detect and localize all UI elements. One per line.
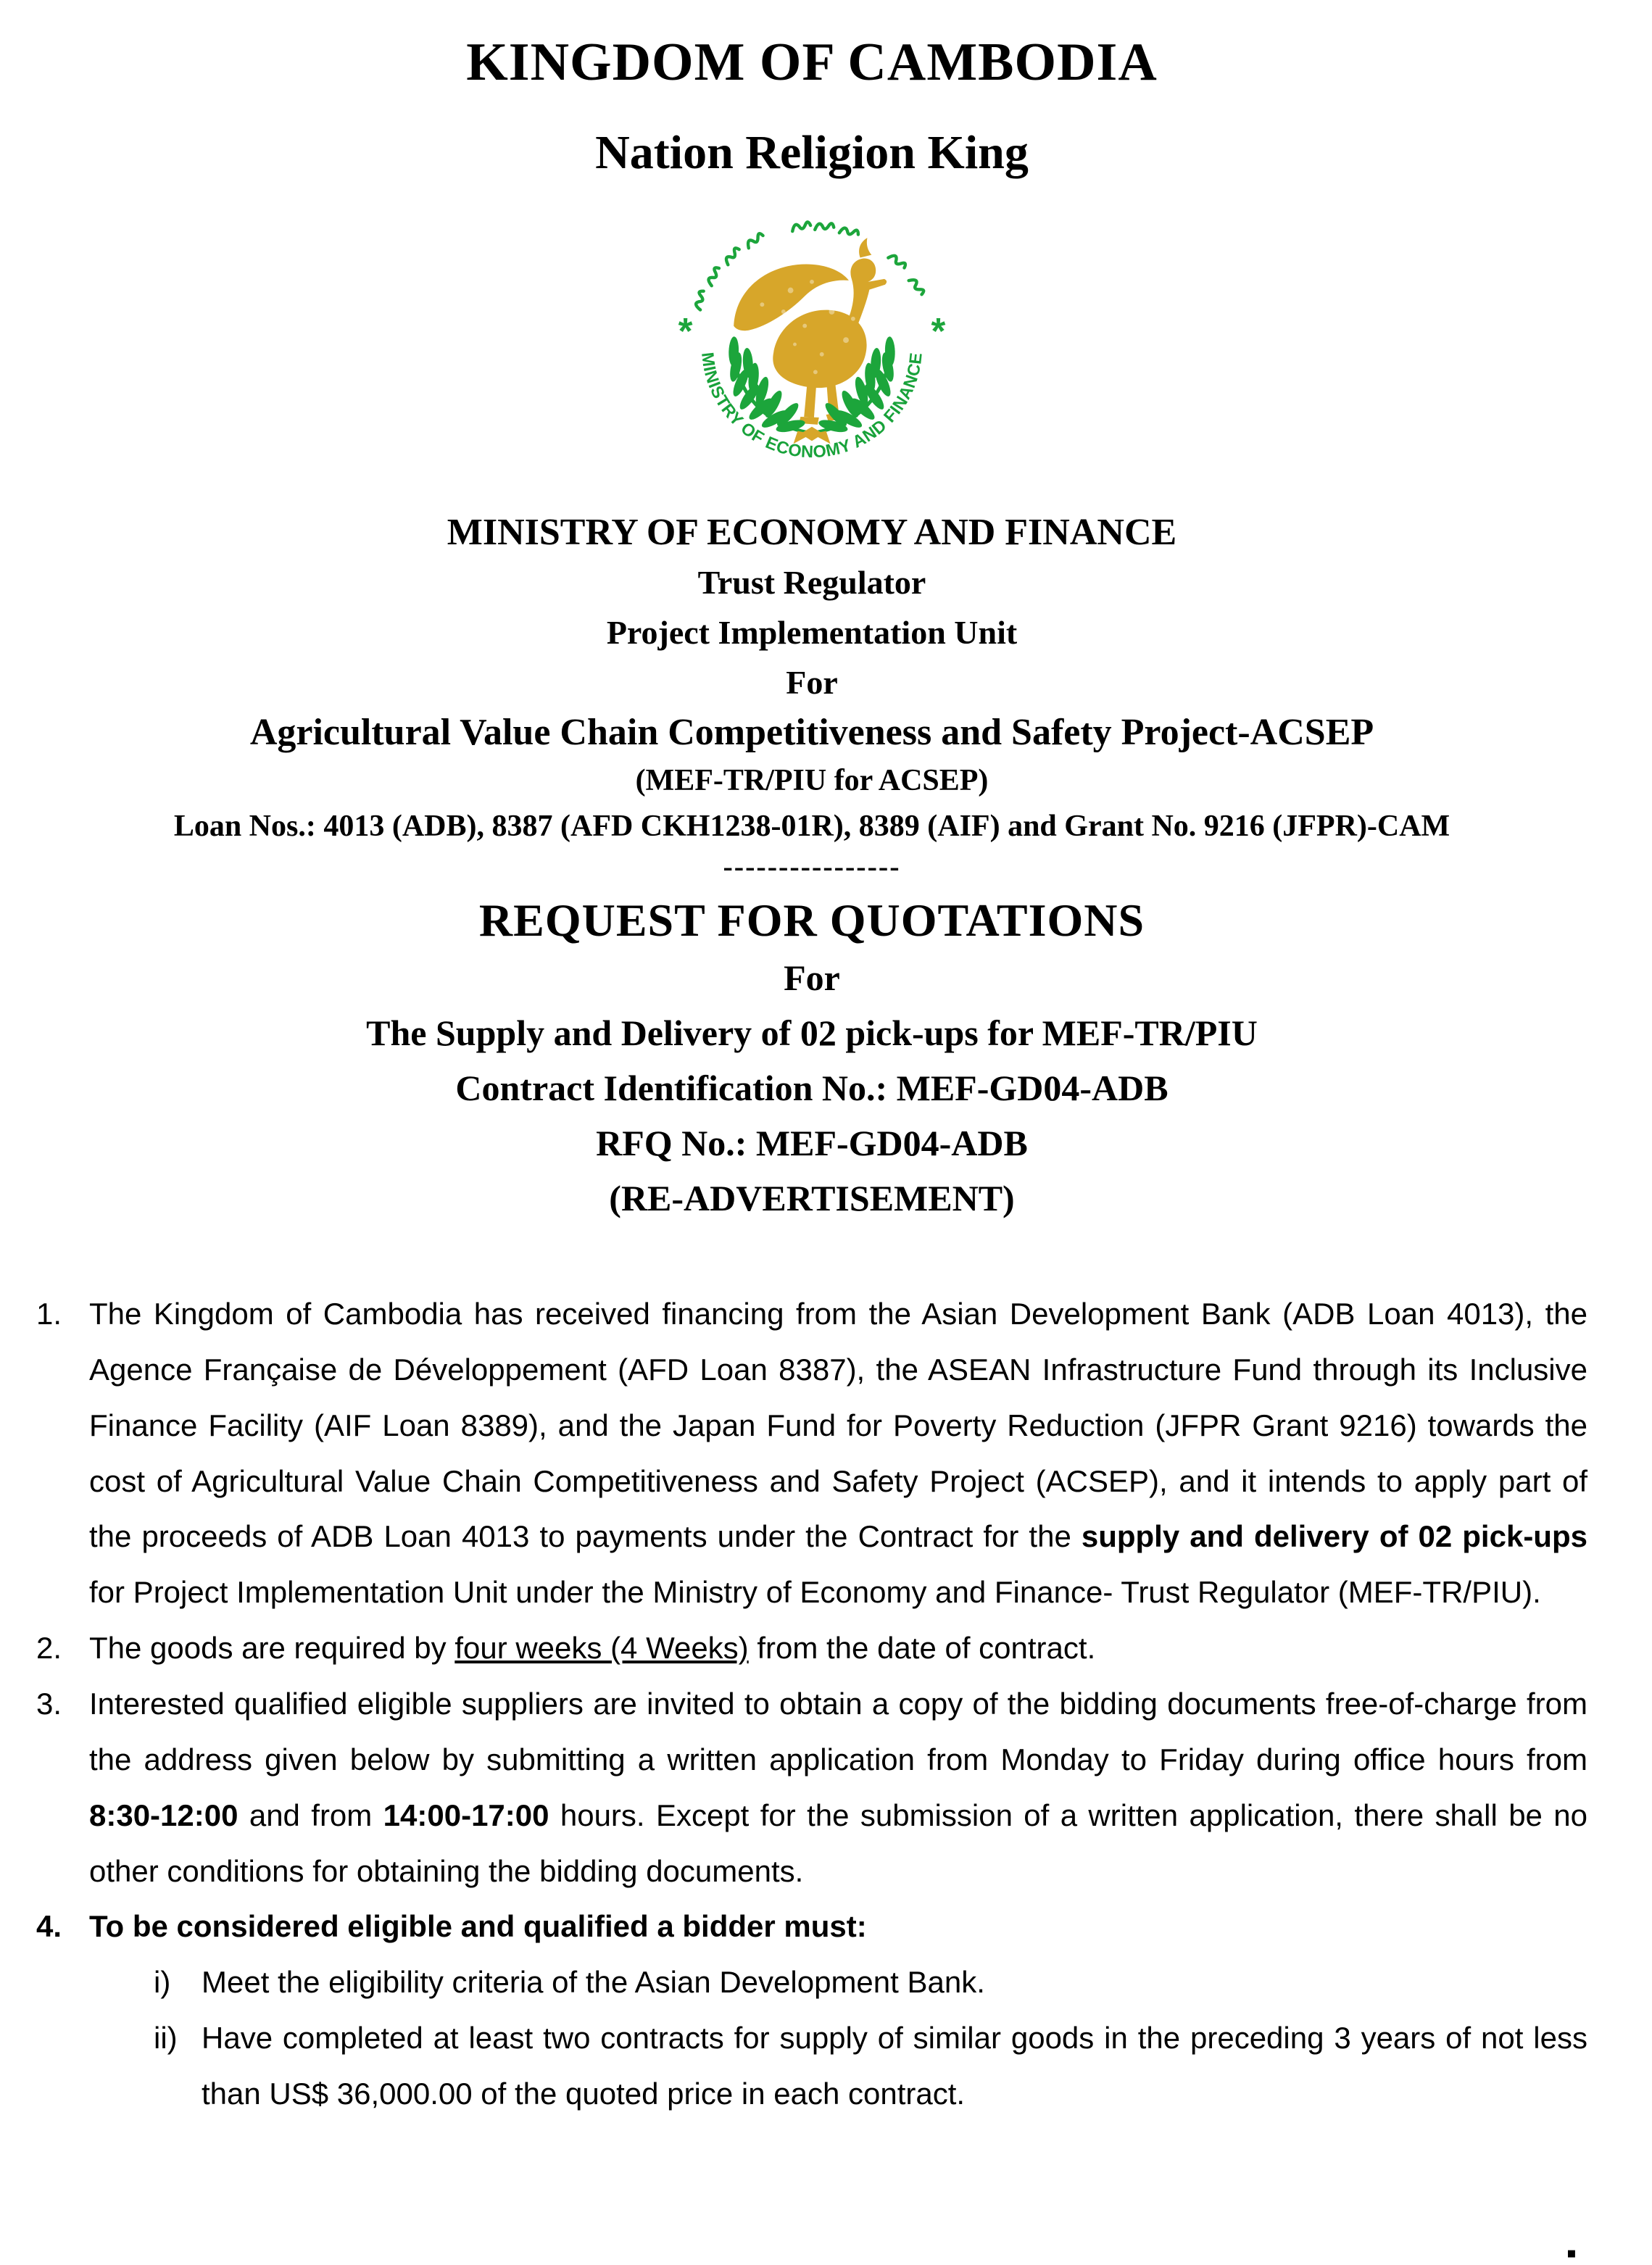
list-subitem-i-text: Meet the eligibility criteria of the Asian Development Bank. xyxy=(202,1965,985,2000)
list-subitem-ii-text: Have completed at least two contracts for supply of similar goods in the preceding 3 years of not less than US$ 36,000.00 of the quoted price in each contract. xyxy=(202,2021,1587,2111)
rfq-number: RFQ No.: MEF-GD04-ADB xyxy=(596,1122,1028,1163)
ministry-seal xyxy=(36,205,1587,489)
list-item-4-marker: 4. xyxy=(36,1909,62,1944)
unit-line-3: For xyxy=(786,663,838,701)
list-item-3 xyxy=(36,1676,1587,1899)
body-text xyxy=(36,1287,1587,2122)
seal-star-right-icon: * xyxy=(931,310,946,352)
loan-numbers: Loan Nos.: 4013 (ADB), 8387 (AFD CKH1238-01R), 8389 (AIF) and Grant No. 9216 (JFPR)-CAM xyxy=(173,809,1450,843)
seal-ring-text: MINISTRY OF ECONOMY AND FINANCE xyxy=(698,351,926,462)
unit-line-2: Project Implementation Unit xyxy=(606,613,1018,651)
list-item-4-text: To be considered eligible and qualified a bidder must: xyxy=(89,1909,867,1944)
ministry-seal-image xyxy=(670,205,954,489)
seal-star-left-icon: * xyxy=(678,310,693,352)
list-subitem-ii-marker: ii) xyxy=(154,2021,178,2056)
list-item-1-text: The Kingdom of Cambodia has received financing from the Asian Development Bank (ADB Loan 4013), the Agence Française de Développement (AFD Loan 8387), the ASEAN Infrastructure Fund through its Inclusive Finance Facility (AIF Loan 8389), and the Japan Fund for Poverty Reduction (JFPR Grant 9216) towards the cost of Agricultural Value Chain Competitiveness and Safety Project (ACSEP), and it intends to apply part of the proceeds of ADB Loan 4013 to payments under the Contract for the supply and delivery of 02 pick-ups for Project Implementation Unit under the Ministry of Economy and Finance- Trust Regulator (MEF-TR/PIU). xyxy=(89,1296,1587,1610)
list-item-1-marker: 1. xyxy=(36,1296,62,1331)
unit-line-1: Trust Regulator xyxy=(697,563,926,601)
national-motto: Nation Religion King xyxy=(595,126,1029,180)
rfq-title: REQUEST FOR QUOTATIONS xyxy=(478,894,1145,946)
rfq-readvertisement-note: (RE-ADVERTISEMENT) xyxy=(609,1177,1015,1218)
list-subitem-ii xyxy=(36,2011,1587,2122)
project-abbreviation: (MEF-TR/PIU for ACSEP) xyxy=(635,763,989,797)
rfq-subject: The Supply and Delivery of 02 pick-ups for MEF-TR/PIU xyxy=(366,1012,1258,1053)
list-item-2 xyxy=(36,1621,1587,1676)
list-item-2-text: The goods are required by four weeks (4 Weeks) from the date of contract. xyxy=(89,1631,1096,1666)
list-item-4 xyxy=(36,1899,1587,1955)
divider-dashes: ---------------- xyxy=(723,849,901,883)
list-item-3-marker: 3. xyxy=(36,1686,62,1721)
page-corner-mark: ▪ xyxy=(1566,2237,1577,2265)
list-item-1 xyxy=(36,1287,1587,1621)
list-subitem-i xyxy=(36,1955,1587,2011)
list-item-2-marker: 2. xyxy=(36,1631,62,1666)
rfq-for-label: For xyxy=(784,957,840,998)
project-name: Agricultural Value Chain Competitiveness and Safety Project-ACSEP xyxy=(249,711,1374,753)
rfq-contract-id: Contract Identification No.: MEF-GD04-ADB xyxy=(455,1067,1169,1108)
kingdom-title: KINGDOM OF CAMBODIA xyxy=(466,33,1158,92)
list-subitem-i-marker: i) xyxy=(154,1965,171,2000)
list-item-3-text: Interested qualified eligible suppliers are invited to obtain a copy of the bidding documents free-of-charge from the address given below by submitting a written application from Monday to Friday during office hours from 8:30-12:00 and from 14:00-17:00 hours. Except for the submission of a written application, there shall be no other conditions for obtaining the bidding documents. xyxy=(89,1686,1587,1888)
ministry-name: MINISTRY OF ECONOMY AND FINANCE xyxy=(447,511,1177,553)
